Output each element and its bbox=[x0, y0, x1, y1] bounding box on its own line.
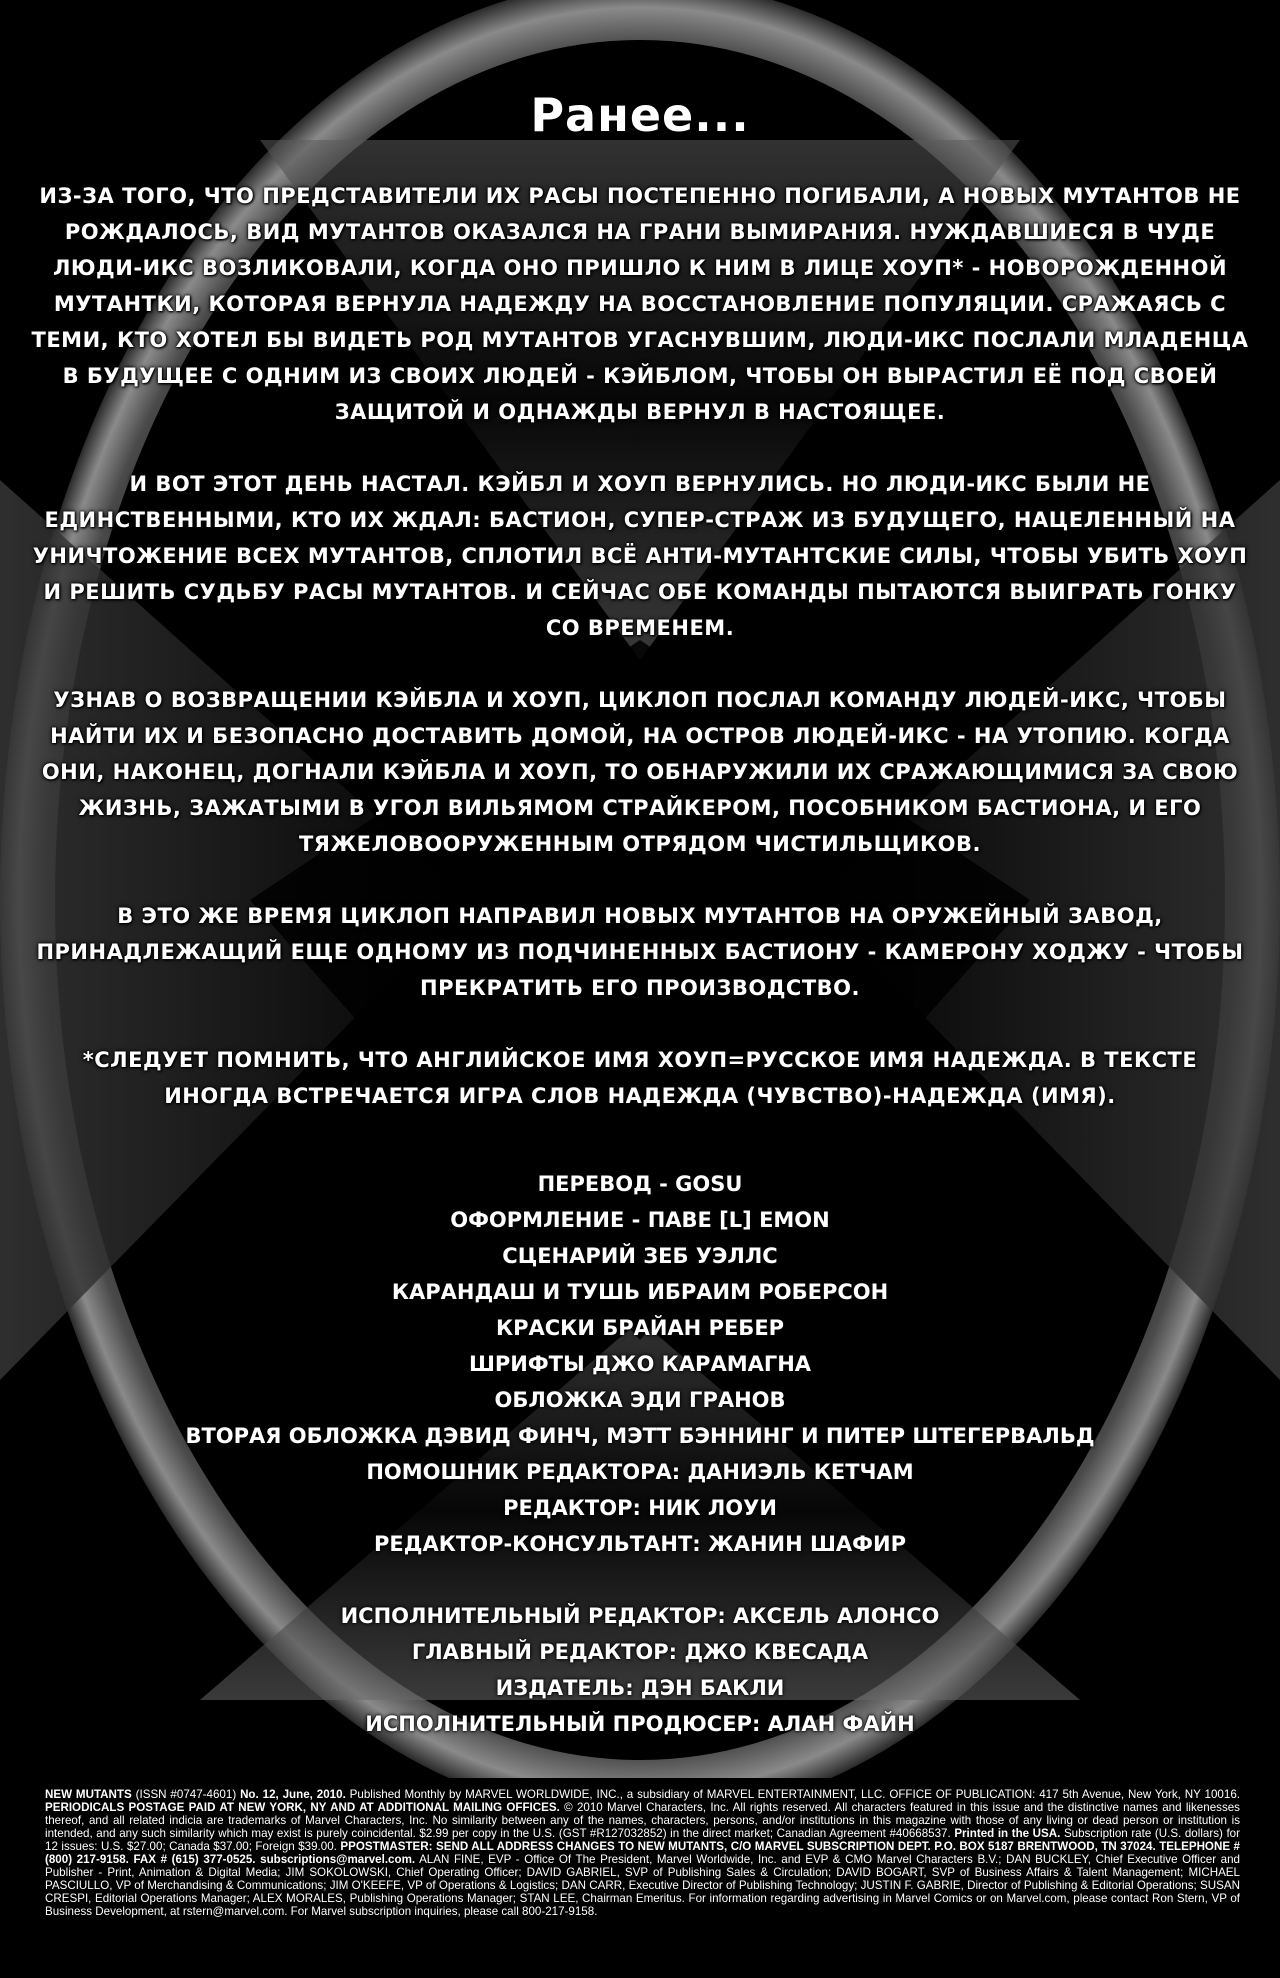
recap-paragraph-4: В ЭТО ЖЕ ВРЕМЯ ЦИКЛОП НАПРАВИЛ НОВЫХ МУТАНТОВ НА ОРУЖЕЙНЫЙ ЗАВОД, ПРИНАДЛЕЖАЩИЙ ЕЩЕ ОДНОМУ ИЗ ПОДЧИНЕННЫХ БАСТИОНУ - КАМЕРОНУ ХОДЖУ - ЧТОБЫ ПРЕКРАТИТЬ ЕГО ПРОИЗВОДСТВО. bbox=[36, 904, 1244, 1000]
credit-line: РЕДАКТОР: НИК ЛОУИ bbox=[503, 1496, 777, 1520]
credit-line: КРАСКИ БРАЙАН РЕБЕР bbox=[495, 1316, 785, 1340]
credit-line: ВТОРАЯ ОБЛОЖКА ДЭВИД ФИНЧ, МЭТТ БЭННИНГ И ПИТЕР ШТЕГЕРВАЛЬД bbox=[185, 1424, 1095, 1448]
indicia-text: Subscription rate (U.S. dollars) for 12 issues: U.S. $27.00; Canada $37.00; Foreign $39.00. bbox=[45, 1827, 1240, 1853]
indicia-bold: No. 12, June, 2010. bbox=[240, 1788, 346, 1801]
indicia-text: (ISSN #0747-4601) bbox=[131, 1788, 241, 1801]
credit-line: ПОМОШНИК РЕДАКТОРА: ДАНИЭЛЬ КЕТЧАМ bbox=[366, 1460, 914, 1484]
recap-paragraph-1: ИЗ-ЗА ТОГО, ЧТО ПРЕДСТАВИТЕЛИ ИХ РАСЫ ПОСТЕПЕННО ПОГИБАЛИ, А НОВЫХ МУТАНТОВ НЕ РОЖДАЛОСЬ, ВИД МУТАНТОВ ОКАЗАЛСЯ НА ГРАНИ ВЫМИРАНИЯ. НУЖДАВШИЕСЯ В ЧУДЕ ЛЮДИ-ИКС ВОЗЛИКОВАЛИ, КОГДА ОНО ПРИШЛО К НИМ В ЛИЦЕ ХОУП* - НОВОРОЖДЕННОЙ МУТАНТКИ, КОТОРАЯ ВЕРНУЛА НАДЕЖДУ НА ВОССТАНОВЛЕНИЕ ПОПУЛЯЦИИ. СРАЖАЯСЬ С ТЕМИ, КТО ХОТЕЛ БЫ ВИДЕТЬ РОД МУТАНТОВ УГАСНУВШИМ, ЛЮДИ-ИКС ПОСЛАЛИ МЛАДЕНЦА В БУДУЩЕЕ С ОДНИМ ИЗ СВОИХ ЛЮДЕЙ - КЭЙБЛОМ, ЧТОБЫ ОН ВЫРАСТИЛ ЕЁ ПОД СВОЕЙ ЗАЩИТОЙ И ОДНАЖДЫ ВЕРНУЛ В НАСТОЯЩЕЕ. bbox=[31, 184, 1249, 424]
indicia-text: ALAN FINE, EVP - Office Of The President, Marvel Worldwide, Inc. and EVP & CMO Marvel Characters B.V.; DAN BUCKLEY, Chief Executive Officer and Publisher - Print, Animation & Digital Media; JIM SOKOLOWSKI, Chief Operating Officer; DAVID GABRIEL, SVP of Publishing Sales & Circulation; DAVID BOGART, SVP of Business Affairs & Talent Management; MICHAEL PASCIULLO, VP of Merchandising & Communications; JIM O'KEEFE, VP of Operations & Logistics; DAN CARR, Executive Director of Publishing Technology; JUSTIN F. GABRIE, Director of Publishing & Editorial Operations; SUSAN CRESPI, Editorial Operations Manager; ALEX MORALES, Publishing Operations Manager; STAN LEE, Chairman Emeritus. For information regarding advertising in Marvel Comics or on Marvel.com, please contact Ron Stern, VP of Business Development, at rstern@marvel.com. For Marvel subscription inquiries, please call 800-217-9158. bbox=[45, 1853, 1241, 1918]
indicia-text: Published Monthly by MARVEL WORLDWIDE, INC., a subsidiary of MARVEL ENTERTAINMENT, LLC. OFFICE OF PUBLICATION: 417 5th Avenue, New York, NY 10016. bbox=[345, 1788, 1240, 1801]
recap-paragraph-3: УЗНАВ О ВОЗВРАЩЕНИИ КЭЙБЛА И ХОУП, ЦИКЛОП ПОСЛАЛ КОМАНДУ ЛЮДЕЙ-ИКС, ЧТОБЫ НАЙТИ ИХ И БЕЗОПАСНО ДОСТАВИТЬ ДОМОЙ, НА ОСТРОВ ЛЮДЕЙ-ИКС - НА УТОПИЮ. КОГДА ОНИ, НАКОНЕЦ, ДОГНАЛИ КЭЙБЛА И ХОУП, ТО ОБНАРУЖИЛИ ИХ СРАЖАЮЩИМИСЯ ЗА СВОЮ ЖИЗНЬ, ЗАЖАТЫМИ В УГОЛ ВИЛЬЯМОМ СТРАЙКЕРОМ, ПОСОБНИКОМ БАСТИОНА, И ЕГО ТЯЖЕЛОВООРУЖЕННЫМ ОТРЯДОМ ЧИСТИЛЬЩИКОВ. bbox=[41, 688, 1239, 856]
credit-line: КАРАНДАШ И ТУШЬ ИБРАИМ РОБЕРСОН bbox=[391, 1280, 889, 1304]
credit-line: ОФОРМЛЕНИЕ - ПАВЕ [L] EMON bbox=[450, 1208, 830, 1232]
executive-credits-list bbox=[0, 1598, 1280, 1742]
page-title: Ранее... bbox=[530, 88, 750, 142]
credit-line: ПЕРЕВОД - GOSU bbox=[537, 1172, 743, 1196]
credit-line: ИЗДАТЕЛЬ: ДЭН БАКЛИ bbox=[495, 1676, 785, 1700]
credit-line: ИСПОЛНИТЕЛЬНЫЙ РЕДАКТОР: АКСЕЛЬ АЛОНСО bbox=[340, 1604, 940, 1628]
recap-paragraph-2: И ВОТ ЭТОТ ДЕНЬ НАСТАЛ. КЭЙБЛ И ХОУП ВЕРНУЛИСЬ. НО ЛЮДИ-ИКС БЫЛИ НЕ ЕДИНСТВЕННЫМИ, КТО ИХ ЖДАЛ: БАСТИОН, СУПЕР-СТРАЖ ИЗ БУДУЩЕГО, НАЦЕЛЕННЫЙ НА УНИЧТОЖЕНИЕ ВСЕХ МУТАНТОВ, СПЛОТИЛ ВСЁ АНТИ-МУТАНТСКИЕ СИЛЫ, ЧТОБЫ УБИТЬ ХОУП И РЕШИТЬ СУДЬБУ РАСЫ МУТАНТОВ. И СЕЙЧАС ОБЕ КОМАНДЫ ПЫТАЮТСЯ ВЫИГРАТЬ ГОНКУ СО ВРЕМЕНЕМ. bbox=[32, 472, 1248, 640]
credit-line: ШРИФТЫ ДЖО КАРАМАГНА bbox=[468, 1352, 812, 1376]
credit-line: СЦЕНАРИЙ ЗЕБ УЭЛЛС bbox=[502, 1244, 778, 1268]
indicia-bold: PPOSTMASTER: SEND ALL ADDRESS CHANGES TO NEW MUTANTS, C/O MARVEL SUBSCRIPTION DEPT. P.O. BOX 5187 BRENTWOOD, TN 37024. TELEPHONE # (800) 217-9158. FAX # (615) 377-0525. subscriptions@marvel.com. bbox=[45, 1840, 1240, 1866]
indicia-bold: Printed in the USA. bbox=[954, 1827, 1061, 1840]
translation-footnote: *СЛЕДУЕТ ПОМНИТЬ, ЧТО АНГЛИЙСКОЕ ИМЯ ХОУП=РУССКОЕ ИМЯ НАДЕЖДА. В ТЕКСТЕ ИНОГДА ВСТРЕЧАЕТСЯ ИГРА СЛОВ НАДЕЖДА (ЧУВСТВО)-НАДЕЖДА (ИМЯ). bbox=[82, 1048, 1198, 1108]
credit-line: РЕДАКТОР-КОНСУЛЬТАНТ: ЖАНИН ШАФИР bbox=[374, 1532, 906, 1556]
indicia-text: © 2010 Marvel Characters, Inc. All rights reserved. All characters featured in this issue and the distinctive names and likenesses thereof, and all related indicia are trademarks of Marvel Characters, Inc. No similarity between any of the names, characters, persons, and/or institutions in this magazine with those of any living or dead person or institution is intended, and any such similarity which may exist is purely coincidental. $2.99 per copy in the U.S. (GST #R127032852) in the direct market; Canadian Agreement #40668537. bbox=[45, 1801, 1240, 1840]
publication-indicia bbox=[45, 1788, 1240, 1918]
credit-line: ГЛАВНЫЙ РЕДАКТОР: ДЖО КВЕСАДА bbox=[411, 1640, 869, 1664]
indicia-bold: NEW MUTANTS bbox=[45, 1788, 132, 1801]
credits-list bbox=[0, 1166, 1280, 1562]
indicia-bold: PERIODICALS POSTAGE PAID AT NEW YORK, NY AND AT ADDITIONAL MAILING OFFICES. bbox=[45, 1801, 560, 1814]
credit-line: ОБЛОЖКА ЭДИ ГРАНОВ bbox=[494, 1388, 786, 1412]
credit-line: ИСПОЛНИТЕЛЬНЫЙ ПРОДЮСЕР: АЛАН ФАЙН bbox=[365, 1712, 915, 1736]
